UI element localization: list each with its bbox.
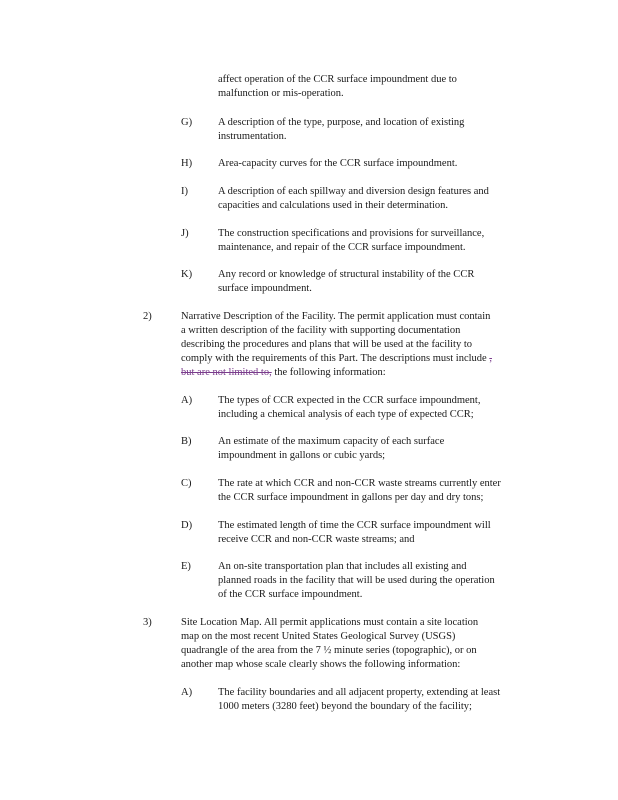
struck-text: but are not limited to, <box>181 367 272 378</box>
item-line: The types of CCR expected in the CCR surface impoundment, <box>218 395 481 406</box>
item-line: Area-capacity curves for the CCR surface impoundment. <box>218 158 458 169</box>
item-line: of the CCR surface impoundment. <box>218 589 363 600</box>
continuation-line: malfunction or mis-operation. <box>218 88 344 99</box>
item-line: The construction specifications and provisions for surveillance, <box>218 228 485 239</box>
item-label: G) <box>181 117 193 128</box>
item-text <box>218 227 484 255</box>
item-line: the CCR surface impoundment in gallons per day and dry tons; <box>218 492 484 503</box>
section-label: 3) <box>143 617 152 628</box>
section-line <box>181 352 492 366</box>
item-label: E) <box>181 561 191 572</box>
item-label: I) <box>181 186 188 197</box>
item-label: J) <box>181 228 189 239</box>
item-label: H) <box>181 158 193 169</box>
section-line: Narrative Description of the Facility. The permit application must contain <box>181 311 491 322</box>
section-line: map on the most recent United States Geological Survey (USGS) <box>181 631 456 642</box>
item-label: A) <box>181 395 193 406</box>
item-line: including a chemical analysis of each type of expected CCR; <box>218 409 474 420</box>
item-label: K) <box>181 269 193 280</box>
item-line: Any record or knowledge of structural instability of the CCR <box>218 269 475 280</box>
item-line: receive CCR and non-CCR waste streams; and <box>218 534 415 545</box>
section-label: 2) <box>143 311 152 322</box>
item-line: capacities and calculations used in their determination. <box>218 200 449 211</box>
continuation-paragraph <box>218 73 457 101</box>
item-text <box>218 560 495 602</box>
item-line: surface impoundment. <box>218 283 312 294</box>
section-line: a written description of the facility with supporting documentation <box>181 325 461 336</box>
item-line: An on-site transportation plan that includes all existing and <box>218 561 467 572</box>
item-line: 1000 meters (3280 feet) beyond the boundary of the facility; <box>218 701 472 712</box>
item-line: The facility boundaries and all adjacent property, extending at least <box>218 687 501 698</box>
section-line: describing the procedures and plans that will be used at the facility to <box>181 339 472 350</box>
item-label: B) <box>181 436 192 447</box>
item-line: The rate at which CCR and non-CCR waste streams currently enter <box>218 478 501 489</box>
section-line: quadrangle of the area from the 7 ½ minute series (topographic), or on <box>181 645 477 656</box>
item-text <box>218 394 480 422</box>
section-2-paragraph <box>181 310 492 380</box>
item-text <box>218 519 491 547</box>
section-line-text: the following information: <box>271 367 386 378</box>
item-label: A) <box>181 687 193 698</box>
section-line-text: comply with the requirements of this Part. The descriptions must include <box>181 353 487 364</box>
struck-comma: , <box>489 353 492 364</box>
item-line: A description of the type, purpose, and location of existing <box>218 117 465 128</box>
item-text <box>218 477 501 505</box>
item-text <box>218 435 444 463</box>
item-line: planned roads in the facility that will be used during the operation <box>218 575 495 586</box>
item-line: An estimate of the maximum capacity of each surface <box>218 436 445 447</box>
item-text <box>218 157 457 171</box>
item-line: impoundment in gallons or cubic yards; <box>218 450 386 461</box>
item-line: maintenance, and repair of the CCR surface impoundment. <box>218 242 466 253</box>
section-line <box>181 366 492 380</box>
continuation-line: affect operation of the CCR surface impoundment due to <box>218 74 457 85</box>
section-3-paragraph <box>181 616 478 672</box>
item-text <box>218 268 474 296</box>
item-line: instrumentation. <box>218 131 287 142</box>
item-label: D) <box>181 520 193 531</box>
item-label: C) <box>181 478 192 489</box>
item-line: A description of each spillway and diversion design features and <box>218 186 489 197</box>
section-line: Site Location Map. All permit applications must contain a site location <box>181 617 479 628</box>
item-line: The estimated length of time the CCR surface impoundment will <box>218 520 491 531</box>
item-text <box>218 116 464 144</box>
item-text <box>218 686 500 714</box>
section-line: another map whose scale clearly shows the following information: <box>181 659 461 670</box>
item-text <box>218 185 489 213</box>
